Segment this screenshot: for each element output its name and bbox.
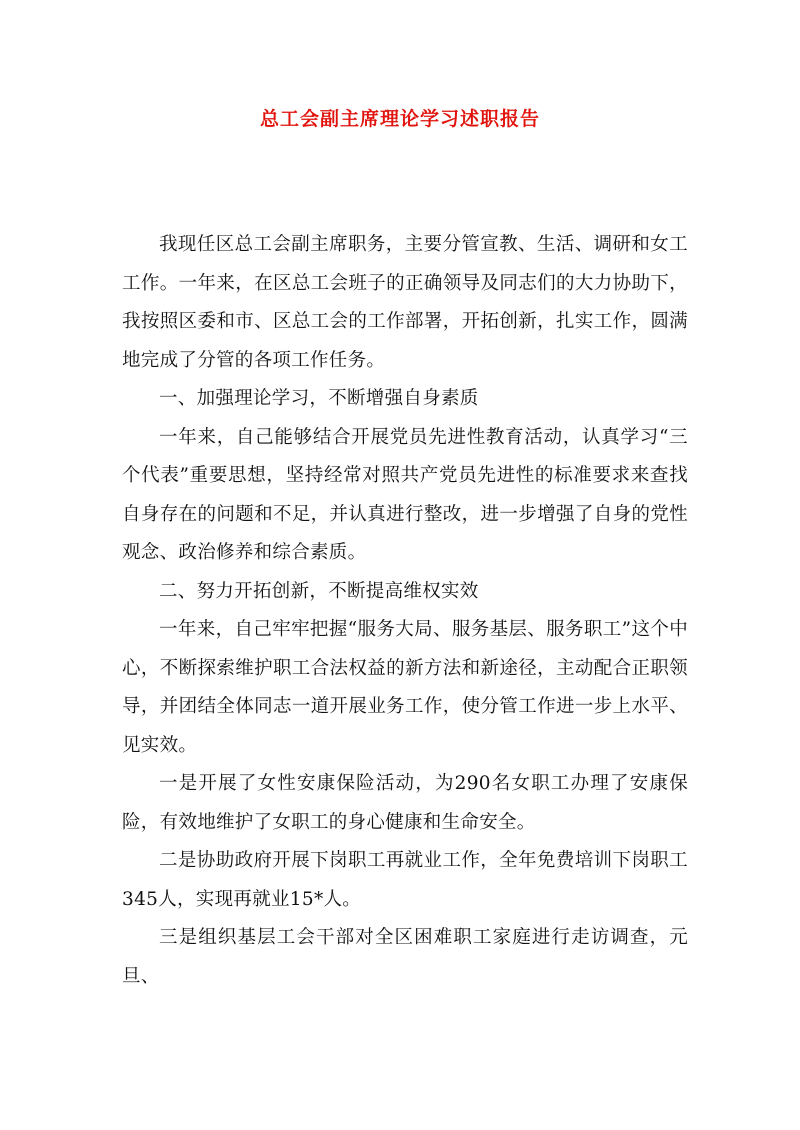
section-2-paragraph: 一年来，自己牢牢把握“服务大局、服务基层、服务职工”这个中心，不断探索维护职工合法权益的新方法和新途径，主动配合正职领导，并团结全体同志一道开展业务工作，使分管工作进一步上水平、见实效。 [122,619,688,756]
item-2-paragraph: 二是协助政府开展下岗职工再就业工作，全年免费培训下岗职工345人，实现再就业15*人。 [122,850,688,910]
section-heading-2: 二、努力开拓创新，不断提高维权实效 [159,580,479,602]
intro-paragraph: 我现任区总工会副主席职务，主要分管宣教、生活、调研和女工工作。一年来，在区总工会班子的正确领导及同志们的大力协助下，我按照区委和市、区总工会的工作部署，开拓创新，扎实工作，圆满地完成了分管的各项工作任务。 [122,234,688,371]
item-1-paragraph: 一是开展了女性安康保险活动，为290名女职工办理了安康保险，有效地维护了女职工的身心健康和生命安全。 [122,773,688,833]
document-body [122,226,688,996]
document-title: 总工会副主席理论学习述职报告 [259,108,540,130]
item-3-paragraph: 三是组织基层工会干部对全区困难职工家庭进行走访调查，元旦、 [122,927,688,987]
section-heading-1: 一、加强理论学习，不断增强自身素质 [159,388,479,409]
section-1-paragraph: 一年来，自己能够结合开展党员先进性教育活动，认真学习“三个代表”重要思想，坚持经常对照共产党员先进性的标准要求来查找自身存在的问题和不足，并认真进行整改，进一步增强了自身的党性观念、政治修养和综合素质。 [122,426,688,563]
